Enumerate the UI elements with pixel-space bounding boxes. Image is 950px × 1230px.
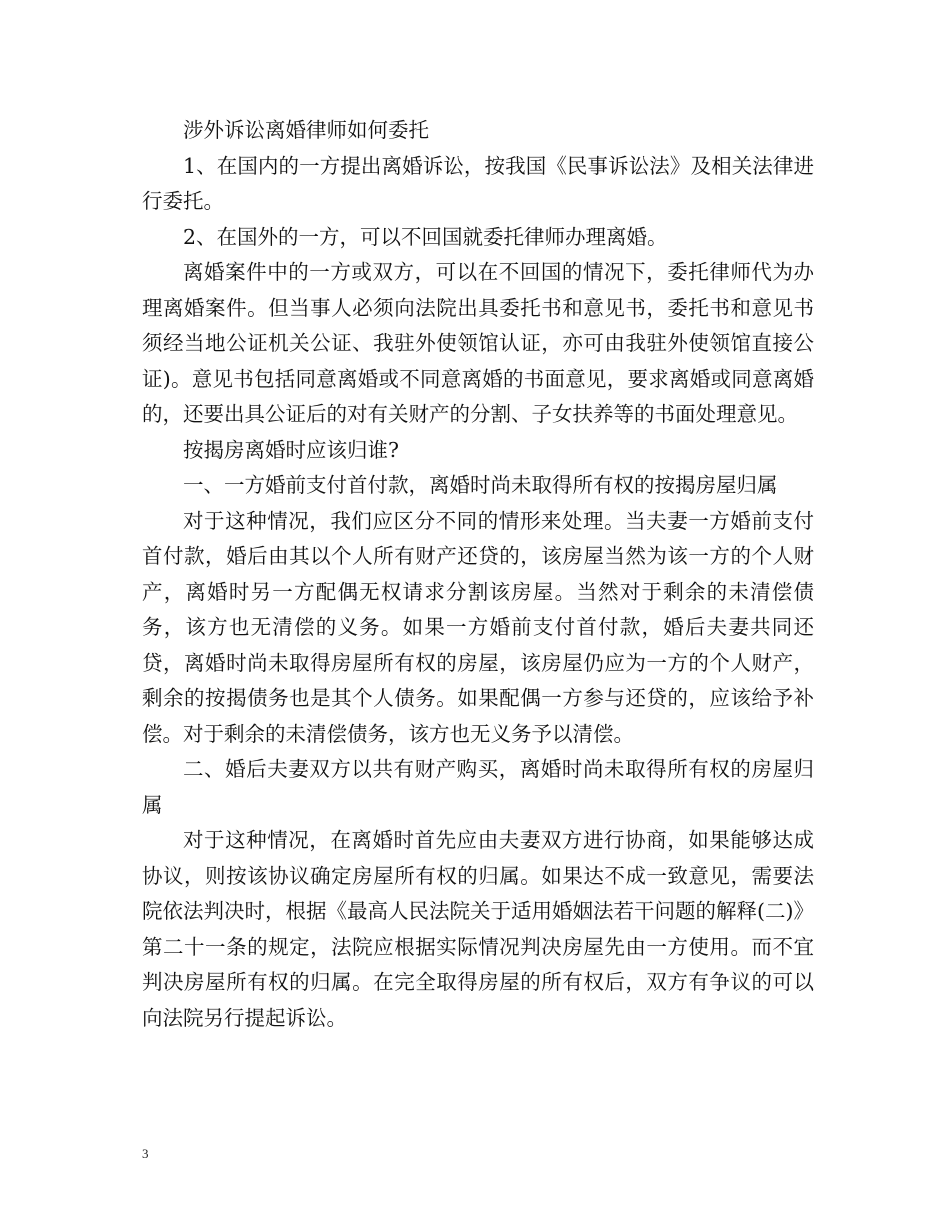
paragraph-overseas-party: 2、在国外的一方，可以不回国就委托律师办理离婚。 (183, 224, 668, 249)
page-number: 3 (142, 1146, 149, 1161)
heading-joint-property-purchase: 二、婚后夫妻双方以共有财产购买，离婚时尚未取得所有权的房屋归属 (142, 757, 814, 817)
paragraph-entrustment-details: 离婚案件中的一方或双方，可以在不回国的情况下，委托律师代为办理离婚案件。但当事人必须向法院出具委托书和意见书，委托书和意见书须经当地公证机关公证、我驻外使领馆认证，亦可由我驻外使领馆直接公证)。意见书包括同意离婚或不同意离婚的书面意见，要求离婚或同意离婚的，还要出具公证后的对有关财产的分割、子女扶养等的书面处理意见。 (142, 260, 814, 426)
section-title-mortgage-house: 按揭房离婚时应该归谁? (183, 437, 399, 462)
paragraph-premarital-down-payment: 对于这种情况，我们应区分不同的情形来处理。当夫妻一方婚前支付首付款，婚后由其以个人所有财产还贷的，该房屋当然为该一方的个人财产，离婚时另一方配偶无权请求分割该房屋。当然对于剩余的未清偿债务，该方也无清偿的义务。如果一方婚前支付首付款，婚后夫妻共同还贷，离婚时尚未取得房屋所有权的房屋，该房屋仍应为一方的个人财产，剩余的按揭债务也是其个人债务。如果配偶一方参与还贷的，应该给予补偿。对于剩余的未清偿债务，该方也无义务予以清偿。 (142, 508, 814, 746)
heading-premarital-down-payment: 一、一方婚前支付首付款，离婚时尚未取得所有权的按揭房屋归属 (183, 473, 778, 497)
document-body (142, 113, 814, 1036)
paragraph-joint-property-purchase: 对于这种情况，在离婚时首先应由夫妻双方进行协商，如果能够达成协议，则按该协议确定房屋所有权的归属。如果达不成一致意见，需要法院依法判决时，根据《最高人民法院关于适用婚姻法若干问题的解释(二)》第二十一条的规定，法院应根据实际情况判决房屋先由一方使用。而不宜判决房屋所有权的归属。在完全取得房屋的所有权后，双方有争议的可以向法院另行提起诉讼。 (142, 828, 814, 1030)
paragraph-domestic-party: 1、在国内的一方提出离婚诉讼，按我国《民事诉讼法》及相关法律进行委托。 (142, 153, 814, 213)
section-title-foreign-divorce: 涉外诉讼离婚律师如何委托 (183, 118, 429, 142)
